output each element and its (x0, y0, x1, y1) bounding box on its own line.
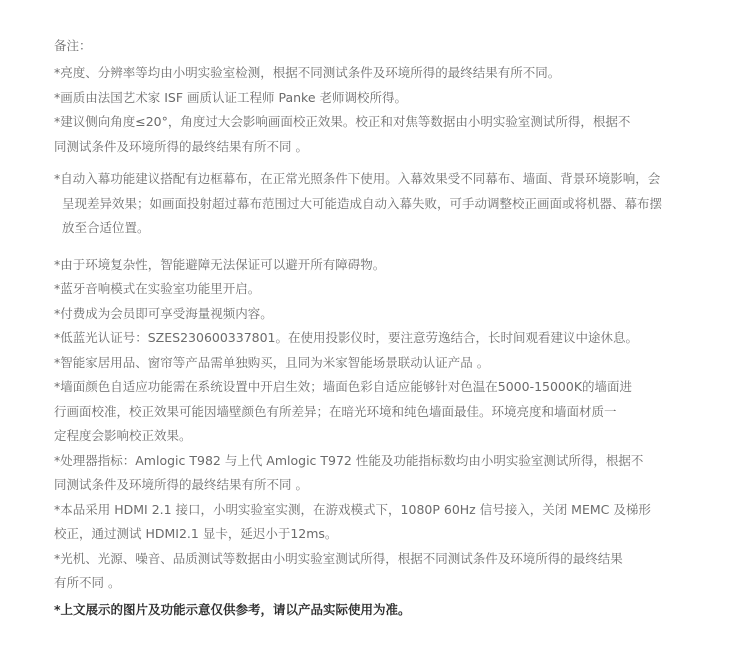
note-line: *墙面颜色自适应功能需在系统设置中开启生效；墙面色彩自适应能够针对色温在5000-15000K的墙面进 (54, 379, 633, 394)
note-brightness (54, 61, 730, 86)
note-line: 同测试条件及环境所得的最终结果有所不同 。 (54, 477, 308, 492)
note-line: 有所不同 。 (54, 575, 121, 590)
note-smart-home (54, 351, 730, 376)
note-bluetooth-speaker (54, 277, 730, 302)
note-hdmi (54, 498, 730, 547)
note-line: 校正，通过测试 HDMI2.1 显卡，延迟小于12ms。 (54, 526, 338, 541)
note-line: *本品采用 HDMI 2.1 接口，小明实验室实测，在游戏模式下，1080P 60Hz 信号接入，关闭 MEMC 及梯形 (54, 501, 651, 517)
note-line: *付费成为会员即可享受海量视频内容。 (54, 305, 273, 321)
note-line: 定程度会影响校正效果。 (54, 428, 192, 443)
note-line: *处理器指标：Amlogic T982 与上代 Amlogic T972 性能及功能指标数均由小明实验室测试所得，根据不 (54, 452, 644, 468)
note-line: *智能家居用品、窗帘等产品需单独购买，且同为米家智能场景联动认证产品 。 (54, 354, 490, 370)
note-picture-quality (54, 86, 730, 111)
note-obstacle-avoidance (54, 253, 730, 278)
note-line: *画质由法国艺术家 ISF 画质认证工程师 Panke 老师调校所得。 (54, 89, 407, 105)
notes-title: 备注： (54, 38, 92, 53)
note-optical-engine (54, 547, 730, 596)
note-line: *蓝牙音响模式在实验室功能里开启。 (54, 281, 261, 296)
notes-section (54, 36, 730, 622)
note-membership (54, 302, 730, 327)
note-wall-color-adaptive (54, 375, 730, 449)
note-line: *建议侧向角度≤20°，角度过大会影响画面校正效果。校正和对焦等数据由小明实验室测试所得，根据不 (54, 114, 631, 129)
note-line: *自动入幕功能建议搭配有边框幕布，在正常光照条件下使用。入幕效果受不同幕布、墙面、背景环境影响，会 (54, 171, 661, 186)
note-projection-angle (54, 110, 730, 159)
note-line: *光机、光源、噪音、品质测试等数据由小明实验室测试所得，根据不同测试条件及环境所得的最终结果 (54, 550, 623, 566)
note-processor (54, 449, 730, 498)
note-line: 同测试条件及环境所得的最终结果有所不同 。 (54, 138, 308, 154)
note-line: 行画面校准，校正效果可能因墙壁颜色有所差异；在暗光环境和纯色墙面最佳。环境亮度和墙面材质一 (54, 403, 617, 419)
note-line: *由于环境复杂性，智能避障无法保证可以避开所有障碍物。 (54, 256, 386, 272)
note-line: 放至合适位置。 (62, 220, 150, 235)
note-line: *低蓝光认证号：SZES230600337801。在使用投影仪时，要注意劳逸结合，长时间观看建议中途休息。 (54, 330, 639, 345)
disclaimer: *上文展示的图片及功能示意仅供参考，请以产品实际使用为准。 (54, 601, 411, 617)
note-auto-screen-fit (54, 167, 730, 241)
note-line: *亮度、分辨率等均由小明实验室检测，根据不同测试条件及环境所得的最终结果有所不同。 (54, 65, 561, 80)
note-low-blue-light (54, 326, 730, 351)
note-line: 呈现差异效果；如画面投射超过幕布范围过大可能造成自动入幕失败，可手动调整校正画面或将机器、幕布摆 (62, 195, 663, 211)
